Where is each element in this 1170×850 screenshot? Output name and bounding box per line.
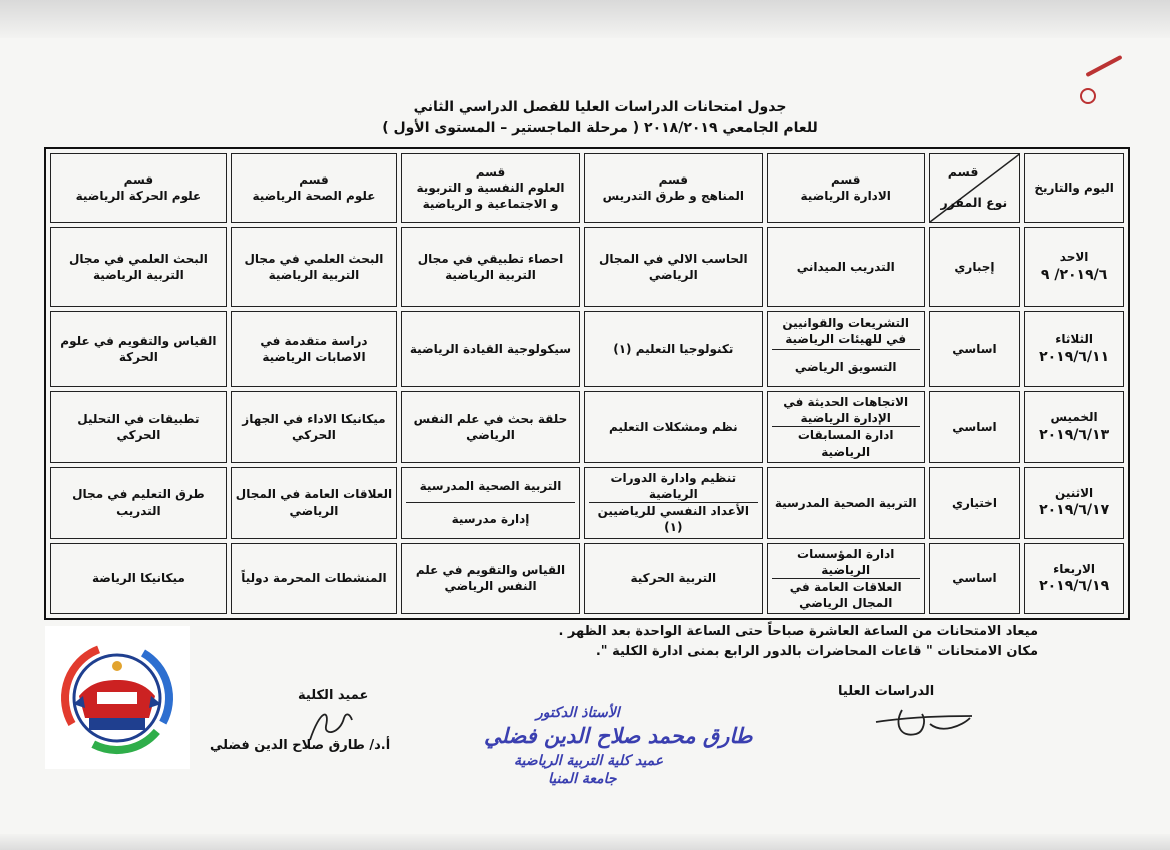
day-name: الاربعاء bbox=[1053, 561, 1096, 576]
table-row bbox=[50, 543, 1124, 615]
course-cell-lower: التسويق الرياضي bbox=[794, 359, 897, 374]
course-cell-upper: التشريعات والقوانيين في للهيئات الرياضية bbox=[772, 314, 920, 350]
document-subtitle: للعام الجامعي ٢٠١٨/٢٠١٩ ( مرحلة الماجستير – المستوى الأول ) bbox=[382, 120, 818, 136]
dept-name: علوم الصحة الرياضية bbox=[252, 189, 376, 203]
dept-name: علوم الحركة الرياضية bbox=[75, 189, 202, 203]
header-diag-department: قسم bbox=[947, 164, 979, 179]
dean-title: عميد الكلية bbox=[298, 688, 369, 703]
course-cell-lower: ادارة المسابقات الرياضية bbox=[797, 428, 894, 459]
course-cell: ميكانيكا الرياضة bbox=[50, 543, 227, 615]
course-cell: نظم ومشكلات التعليم bbox=[584, 391, 763, 463]
dean-name: أ.د/ طارق صلاح الدين فضلي bbox=[210, 738, 391, 753]
course-cell: العلاقات العامة في المجال الرياضي bbox=[231, 467, 397, 539]
day-cell bbox=[1024, 391, 1124, 463]
dept-label: قسم bbox=[475, 164, 506, 179]
course-cell-split bbox=[767, 391, 925, 463]
course-cell: ميكانيكا الاداء في الجهاز الحركي bbox=[231, 391, 397, 463]
dept-name: العلوم النفسية و التربوية bbox=[416, 180, 565, 195]
course-cell: القياس والتقويم في علوم الحركة bbox=[50, 311, 227, 387]
day-name: الخميس bbox=[1050, 410, 1098, 425]
dept-label: قسم bbox=[123, 172, 154, 187]
course-cell-split bbox=[767, 543, 925, 615]
course-cell: تكنولوجيا التعليم (١) bbox=[584, 311, 763, 387]
course-cell: البحث العلمي في مجال التربية الرياضية bbox=[50, 227, 227, 307]
day-cell bbox=[1024, 543, 1124, 615]
table-header-row bbox=[50, 153, 1124, 223]
exam-date: ٢٠١٩/٦/١٩ bbox=[1039, 578, 1110, 595]
header-dept-psychology bbox=[401, 153, 580, 223]
postgrad-signature-label: الدراسات العليا bbox=[838, 684, 935, 699]
eservices-logo bbox=[45, 626, 190, 769]
course-cell-lower: العلاقات العامة في المجال الرياضي bbox=[789, 579, 902, 611]
course-type: اساسي bbox=[929, 311, 1020, 387]
postgrad-signature bbox=[872, 704, 977, 744]
official-stamp bbox=[470, 705, 753, 795]
exam-date: ٢٠١٩/٦/١١ bbox=[1039, 348, 1110, 365]
exam-date: ٢٠١٩/٦/١٧ bbox=[1039, 502, 1110, 519]
course-cell: التدريب الميداني bbox=[767, 227, 925, 307]
course-type: إجباري bbox=[929, 227, 1020, 307]
day-name: الثلاثاء bbox=[1055, 332, 1093, 347]
exam-notes bbox=[558, 622, 1038, 662]
course-cell: حلقة بحث في علم النفس الرياضي bbox=[401, 391, 580, 463]
table-row bbox=[50, 311, 1124, 387]
staple-mark bbox=[1085, 55, 1122, 77]
exam-date: ٢٠١٩/٦/ ٩ bbox=[1040, 266, 1108, 283]
course-cell-split bbox=[401, 467, 580, 539]
day-name: الاثنين bbox=[1055, 486, 1094, 501]
exam-schedule-table bbox=[44, 147, 1130, 620]
header-dept-health bbox=[231, 153, 397, 223]
logo-text bbox=[45, 626, 46, 627]
header-dept-curricula bbox=[584, 153, 763, 223]
course-cell: المنشطات المحرمة دولياً bbox=[231, 543, 397, 615]
course-cell: القياس والتقويم في علم النفس الرياضي bbox=[401, 543, 580, 615]
logo-arc-text bbox=[45, 626, 46, 627]
course-type: اختياري bbox=[929, 467, 1020, 539]
course-cell-upper: التربية الصحية المدرسية bbox=[406, 469, 575, 503]
course-cell: التربية الحركية bbox=[584, 543, 763, 615]
course-cell-lower: إدارة مدرسية bbox=[451, 512, 530, 527]
logo-emblem bbox=[45, 626, 190, 769]
dept-label: قسم bbox=[658, 172, 689, 187]
header-diag-type: نوع المقرر bbox=[940, 195, 1008, 211]
course-cell-upper: تنظيم وادارة الدورات الرياضية bbox=[589, 470, 758, 503]
stamp-line: عميد كلية التربية الرياضية bbox=[514, 753, 664, 769]
day-cell bbox=[1024, 311, 1124, 387]
course-cell: التربية الصحية المدرسية bbox=[767, 467, 925, 539]
stamp-line: طارق محمد صلاح الدين فضلي bbox=[484, 723, 753, 748]
course-cell-split bbox=[767, 311, 925, 387]
stamp-line: الأستاذ الدكتور bbox=[536, 705, 620, 721]
course-cell: دراسة متقدمة في الاصابات الرياضية bbox=[231, 311, 397, 387]
document-title: جدول امتحانات الدراسات العليا للفصل الدراسي الثاني bbox=[413, 99, 787, 115]
course-cell: الحاسب الالي في المجال الرياضي bbox=[584, 227, 763, 307]
course-cell-split bbox=[584, 467, 763, 539]
exam-date: ٢٠١٩/٦/١٣ bbox=[1039, 426, 1110, 443]
dept-name-cont: و الاجتماعية و الرياضية bbox=[422, 197, 559, 212]
course-cell-upper: ادارة المؤسسات الرياضية bbox=[772, 546, 920, 579]
header-department-type bbox=[929, 153, 1020, 223]
header-day-date: اليوم والتاريخ bbox=[1024, 153, 1124, 223]
header-dept-admin bbox=[767, 153, 925, 223]
table-row bbox=[50, 467, 1124, 539]
course-cell: احصاء تطبيقي في مجال التربية الرياضية bbox=[401, 227, 580, 307]
page-edge-shadow bbox=[0, 834, 1170, 850]
course-cell-upper: الاتجاهات الحديثة في الإدارة الرياضية bbox=[772, 394, 920, 427]
course-type: اساسي bbox=[929, 543, 1020, 615]
table-row bbox=[50, 227, 1124, 307]
day-cell bbox=[1024, 227, 1124, 307]
dept-name: الادارة الرياضية bbox=[800, 189, 891, 203]
dept-name: المناهج و طرق التدريس bbox=[602, 189, 744, 203]
stamp-line: جامعة المنيا bbox=[548, 771, 617, 787]
dept-label: قسم bbox=[830, 172, 861, 187]
dept-label: قسم bbox=[299, 172, 329, 187]
course-type: اساسي bbox=[929, 391, 1020, 463]
day-cell bbox=[1024, 467, 1124, 539]
table-row bbox=[50, 391, 1124, 463]
course-cell: طرق التعليم في مجال التدريب bbox=[50, 467, 227, 539]
course-cell: سيكولوجية القيادة الرياضية bbox=[401, 311, 580, 387]
course-cell-lower: الأعداد النفسي للرياضيين (١) bbox=[597, 504, 749, 535]
exam-place-note: مكان الامتحانات " قاعات المحاضرات بالدور الرابع بمنى ادارة الكلية ". bbox=[595, 644, 1038, 659]
staple-ring bbox=[1080, 88, 1096, 104]
exam-time-note: ميعاد الامتحانات من الساعة العاشرة صباحاً حتى الساعة الواحدة بعد الظهر . bbox=[558, 624, 1038, 639]
course-cell: تطبيقات في التحليل الحركي bbox=[50, 391, 227, 463]
day-name: الاحد bbox=[1059, 250, 1089, 265]
header-dept-kinetics bbox=[50, 153, 227, 223]
course-cell: البحث العلمي في مجال التربية الرياضية bbox=[231, 227, 397, 307]
